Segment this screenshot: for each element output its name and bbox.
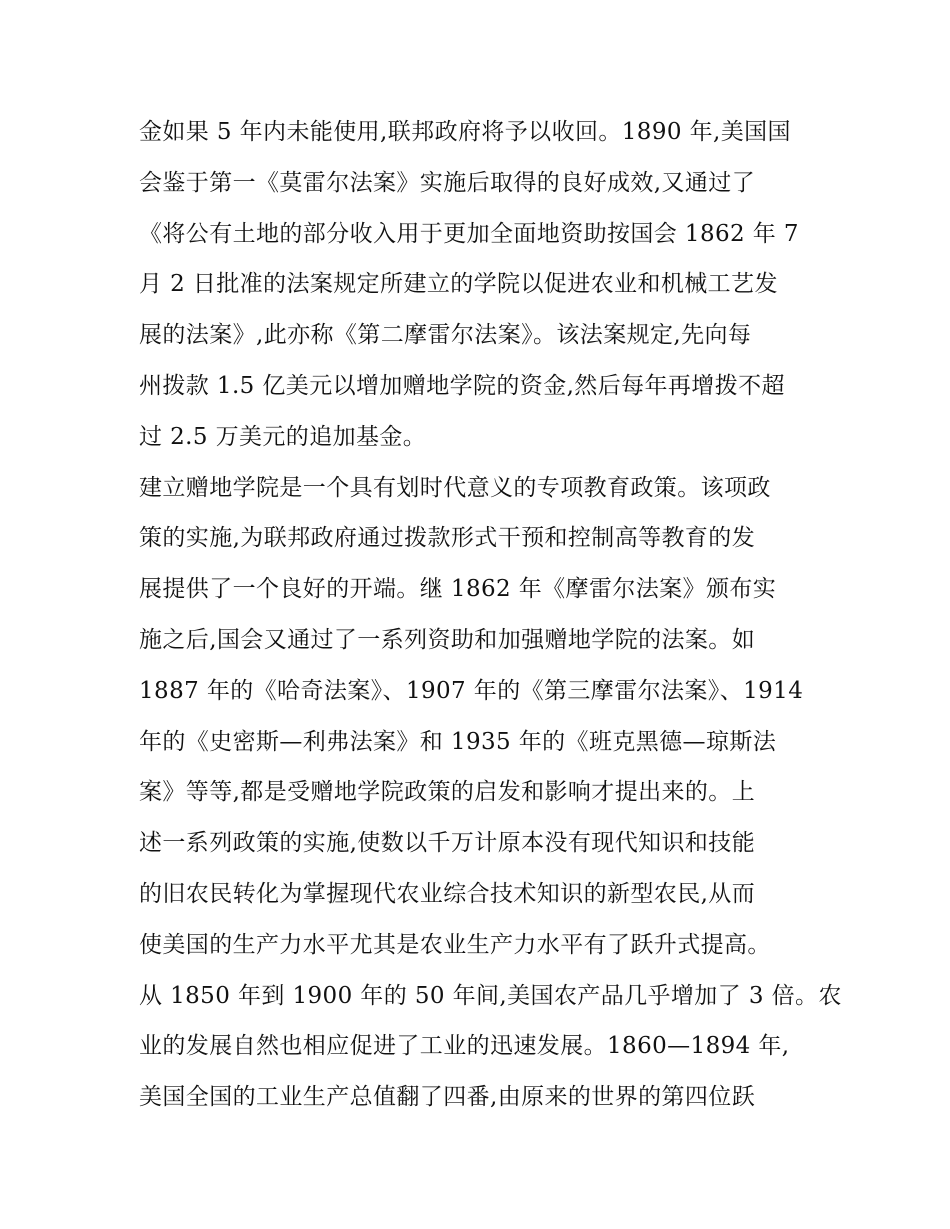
- text-line: 建立赠地学院是一个具有划时代意义的专项教育政策。该项政: [139, 474, 771, 501]
- text-line: 《将公有土地的部分收入用于更加全面地资助按国会 1862 年 7: [139, 220, 799, 247]
- text-line: 美国全国的工业生产总值翻了四番,由原来的世界的第四位跃: [139, 1084, 756, 1111]
- text-line: 业的发展自然也相应促进了工业的迅速发展。1860—1894 年,: [139, 1033, 790, 1060]
- text-line: 施之后,国会又通过了一系列资助和加强赠地学院的法案。如: [139, 626, 756, 653]
- text-line: 述一系列政策的实施,使数以千万计原本没有现代知识和技能: [139, 830, 756, 857]
- paragraph-1: [139, 111, 819, 467]
- text-line: [139, 1127, 819, 1178]
- text-line: 策的实施,为联邦政府通过拨款形式干预和控制高等教育的发: [139, 525, 756, 552]
- text-line: 展提供了一个良好的开端。继 1862 年《摩雷尔法案》颁布实: [139, 576, 777, 603]
- text-line: 1887 年的《哈奇法案》、1907 年的《第三摩雷尔法案》、1914: [139, 677, 804, 704]
- text-line: 案》等等,都是受赠地学院政策的启发和影响才提出来的。上: [139, 779, 756, 806]
- text-line: 展的法案》,此亦称《第二摩雷尔法案》。该法案规定,先向每: [139, 322, 752, 349]
- text-line: 的旧农民转化为掌握现代农业综合技术知识的新型农民,从而: [139, 880, 756, 907]
- text-line: 会鉴于第一《莫雷尔法案》实施后取得的良好成效,又通过了: [139, 169, 756, 196]
- body-text: [139, 111, 842, 1178]
- text-line: 年的《史密斯—利弗法案》和 1935 年的《班克黑德—琼斯法: [139, 728, 777, 755]
- text-line: 过 2.5 万美元的追加基金。: [139, 423, 427, 450]
- text-line: 金如果 5 年内未能使用,联邦政府将予以收回。1890 年,美国国: [139, 119, 791, 145]
- text-line: 州拨款 1.5 亿美元以增加赠地学院的资金,然后每年再增拨不超: [139, 372, 785, 399]
- text-line: 使美国的生产力水平尤其是农业生产力水平有了跃升式提高。: [139, 931, 771, 958]
- paragraph-2: [139, 467, 842, 1178]
- text-line: 月 2 日批准的法案规定所建立的学院以促进农业和机械工艺发: [139, 271, 778, 298]
- text-line: 从 1850 年到 1900 年的 50 年间,美国农产品几乎增加了 3 倍。农: [139, 982, 842, 1009]
